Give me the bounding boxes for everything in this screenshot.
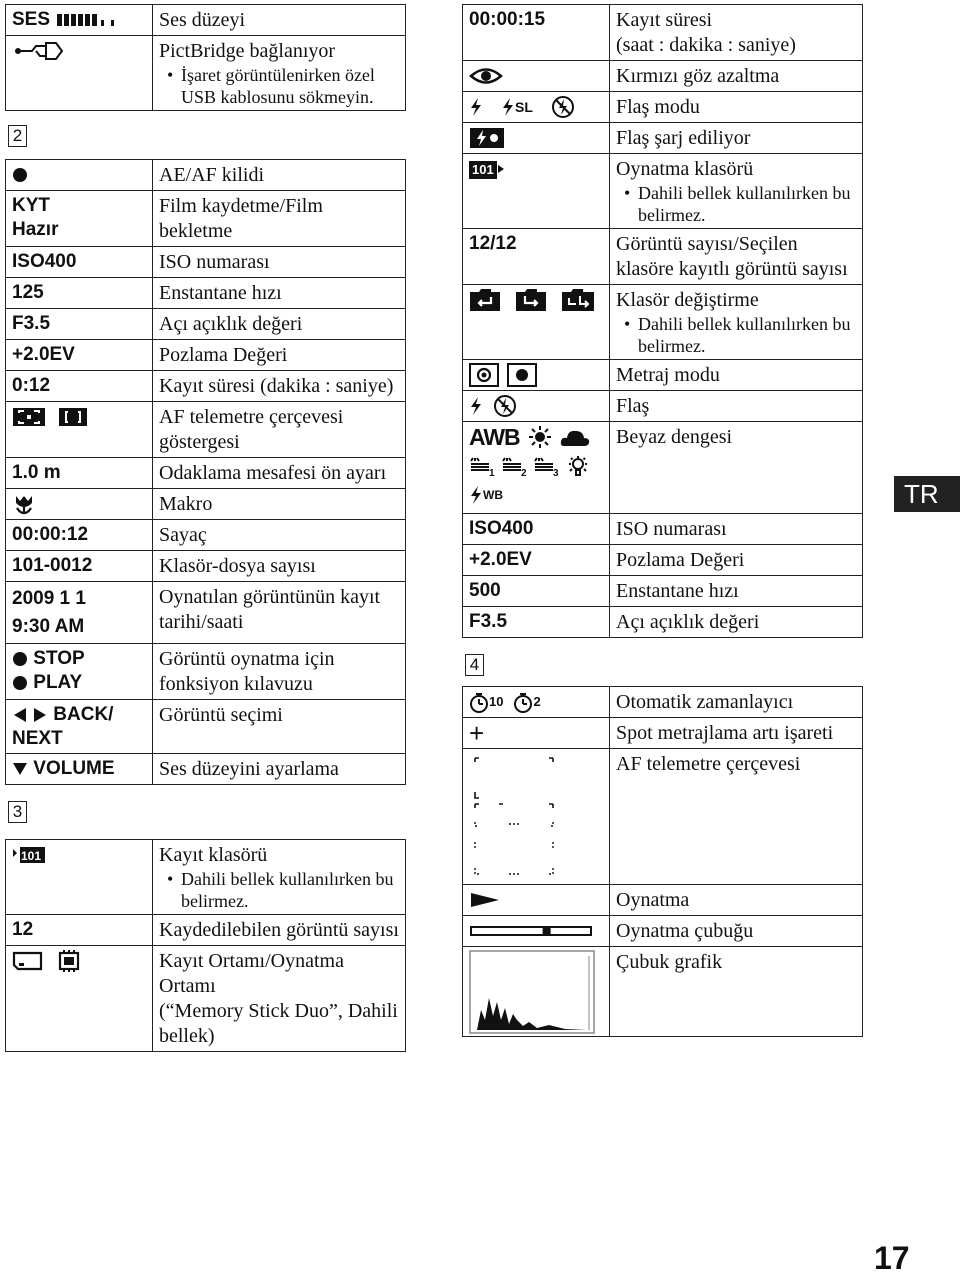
flash-icon bbox=[469, 97, 483, 117]
af-frame-icon bbox=[469, 752, 559, 882]
status-table-2 bbox=[5, 159, 406, 785]
table-row bbox=[6, 402, 406, 458]
table-row bbox=[463, 391, 863, 422]
ses-desc: Ses düzeyi bbox=[153, 5, 406, 36]
table-row bbox=[463, 885, 863, 916]
page-number: 17 bbox=[874, 1240, 910, 1276]
ses-label: SES bbox=[12, 9, 51, 30]
metering-multi-icon bbox=[469, 363, 499, 387]
table-row bbox=[6, 644, 406, 700]
table-row bbox=[6, 551, 406, 582]
rec-time-key: 0:12 bbox=[6, 371, 153, 402]
focus-key: 1.0 m bbox=[6, 458, 153, 489]
rec-time-desc: Kayıt süresi (dakika : saniye) bbox=[153, 371, 406, 402]
ev-key: +2.0EV bbox=[6, 340, 153, 371]
iso-key: ISO400 bbox=[6, 247, 153, 278]
section-4-label: 4 bbox=[465, 654, 484, 676]
folder-change-right-icon bbox=[515, 288, 547, 312]
shutter-key: 125 bbox=[6, 278, 153, 309]
status-table-4 bbox=[462, 4, 863, 638]
kyt-key: KYT bbox=[12, 195, 50, 216]
pictbridge-desc: PictBridge bağlanıyor bbox=[159, 40, 336, 62]
macro-desc: Makro bbox=[153, 489, 406, 520]
flash-icon bbox=[469, 396, 483, 416]
fluorescent-3-number: 3 bbox=[553, 468, 559, 478]
af-frame-wide-icon bbox=[12, 407, 46, 427]
play-folder-desc: Oynatma klasörü bbox=[616, 158, 754, 180]
date-key: 2009 1 1 bbox=[12, 588, 86, 609]
table-row bbox=[6, 160, 406, 191]
table-row bbox=[463, 360, 863, 391]
image-count-desc: Görüntü sayısı/Seçilen klasöre kayıtlı görüntü sayısı bbox=[610, 229, 863, 285]
table-row bbox=[463, 92, 863, 123]
media-desc: Kayıt Ortamı/Oynatma Ortamı bbox=[159, 950, 344, 997]
rec-time-desc: Kayıt süresi bbox=[616, 9, 713, 31]
red-eye-icon bbox=[469, 65, 503, 87]
counter-desc: Sayaç bbox=[153, 520, 406, 551]
volume-key: VOLUME bbox=[33, 758, 115, 779]
daylight-icon bbox=[528, 425, 552, 449]
self-timer-2-icon bbox=[513, 692, 533, 714]
right-column bbox=[462, 4, 863, 1037]
remaining-key: 12 bbox=[6, 915, 153, 946]
memory-stick-icon bbox=[12, 950, 44, 972]
status-table-1 bbox=[5, 4, 406, 111]
table-row bbox=[6, 915, 406, 946]
incandescent-icon bbox=[565, 455, 591, 479]
shutter-key: 500 bbox=[463, 576, 610, 607]
table-row bbox=[463, 422, 863, 514]
folder-change-desc: Klasör değiştirme bbox=[616, 289, 759, 311]
left-column bbox=[5, 4, 406, 1052]
table-row bbox=[463, 947, 863, 1037]
focus-desc: Odaklama mesafesi ön ayarı bbox=[153, 458, 406, 489]
iso-desc: ISO numarası bbox=[610, 514, 863, 545]
table-row bbox=[463, 749, 863, 885]
back-key: BACK/ bbox=[53, 704, 114, 725]
folder-change-note: • Dahili bellek kullanılırken bu belirmez. bbox=[616, 313, 856, 357]
play-folder-arrow-icon bbox=[497, 163, 505, 175]
table-row bbox=[463, 718, 863, 749]
shutter-desc: Enstantane hızı bbox=[153, 278, 406, 309]
flash-mode-desc: Flaş modu bbox=[610, 92, 863, 123]
histogram-desc: Çubuk grafik bbox=[610, 947, 863, 1037]
left-right-arrows-icon bbox=[12, 707, 48, 723]
stop-key: STOP bbox=[33, 648, 85, 669]
table-row bbox=[463, 607, 863, 638]
metering-desc: Metraj modu bbox=[610, 360, 863, 391]
af-frame-desc: AF telemetre çerçevesi göstergesi bbox=[153, 402, 406, 458]
guide-desc: Görüntü oynatma için fonksiyon kılavuzu bbox=[153, 644, 406, 700]
section-2-label: 2 bbox=[8, 125, 27, 147]
aperture-desc: Açı açıklık değeri bbox=[610, 607, 863, 638]
volume-desc: Ses düzeyini ayarlama bbox=[153, 754, 406, 785]
next-key: NEXT bbox=[12, 728, 63, 749]
table-row bbox=[6, 582, 406, 644]
play-folder-note: • Dahili bellek kullanılırken bu belirmez. bbox=[616, 182, 856, 226]
ae-desc: AE/AF kilidi bbox=[153, 160, 406, 191]
table-row bbox=[6, 458, 406, 489]
media-desc-detail: (“Memory Stick Duo”, Dahili bellek) bbox=[159, 1000, 398, 1047]
flash-wb-label: WB bbox=[483, 488, 503, 502]
selftimer-desc: Otomatik zamanlayıcı bbox=[610, 687, 863, 718]
aperture-key: F3.5 bbox=[6, 309, 153, 340]
hazir-key: Hazır bbox=[12, 219, 59, 240]
play-folder-icon: 101 bbox=[469, 161, 497, 179]
image-count-key: 12/12 bbox=[463, 229, 610, 285]
play-desc: Oynatma bbox=[610, 885, 863, 916]
table-row bbox=[6, 191, 406, 247]
table-row bbox=[463, 229, 863, 285]
fluorescent-2-number: 2 bbox=[521, 468, 527, 478]
redeye-desc: Kırmızı göz azaltma bbox=[610, 61, 863, 92]
remaining-desc: Kaydedilebilen görüntü sayısı bbox=[153, 915, 406, 946]
fluorescent-1-number: 1 bbox=[489, 468, 495, 478]
ev-desc: Pozlama Değeri bbox=[153, 340, 406, 371]
af-frame-desc: AF telemetre çerçevesi bbox=[610, 749, 863, 885]
histogram-icon bbox=[469, 950, 595, 1034]
table-row bbox=[463, 687, 863, 718]
play-key: PLAY bbox=[33, 672, 83, 693]
rec-folder-note: • Dahili bellek kullanılırken bu belirmez. bbox=[159, 868, 399, 912]
playback-bar-knob bbox=[543, 926, 551, 936]
table-row bbox=[6, 340, 406, 371]
table-row bbox=[463, 61, 863, 92]
flash-slow-sync-icon bbox=[501, 97, 515, 117]
wb-desc: Beyaz dengesi bbox=[610, 422, 863, 514]
table-row bbox=[6, 309, 406, 340]
flash-desc: Flaş bbox=[610, 391, 863, 422]
shutter-desc: Enstantane hızı bbox=[610, 576, 863, 607]
pictbridge-note: • İşaret görüntülenirken özel USB kablosunu sökmeyin. bbox=[159, 64, 399, 108]
table-row bbox=[463, 285, 863, 360]
record-folder-icon bbox=[12, 845, 46, 865]
iso-desc: ISO numarası bbox=[153, 247, 406, 278]
table-row bbox=[463, 576, 863, 607]
self-timer-10-icon bbox=[469, 692, 489, 714]
fluorescent-3-icon bbox=[533, 456, 561, 478]
macro-tulip-icon bbox=[12, 493, 36, 515]
metering-center-icon bbox=[507, 363, 537, 387]
aperture-key: F3.5 bbox=[463, 607, 610, 638]
rec-time-format: (saat : dakika : saniye) bbox=[616, 34, 796, 56]
ev-desc: Pozlama Değeri bbox=[610, 545, 863, 576]
rec-folder-desc: Kayıt klasörü bbox=[159, 844, 268, 866]
ev-key: +2.0EV bbox=[463, 545, 610, 576]
awb-label: AWB bbox=[469, 424, 520, 450]
language-tab: TR bbox=[894, 476, 960, 512]
iso-key: ISO400 bbox=[463, 514, 610, 545]
kyt-desc: Film kaydetme/Film bekletme bbox=[153, 191, 406, 247]
timer-10-label: 10 bbox=[489, 694, 504, 709]
pictbridge-icon bbox=[12, 40, 72, 62]
counter-key: 00:00:12 bbox=[6, 520, 153, 551]
internal-memory-icon bbox=[56, 949, 82, 973]
table-row bbox=[6, 700, 406, 754]
spot-key: + bbox=[463, 718, 610, 749]
play-dot-icon bbox=[12, 675, 28, 691]
ses-key bbox=[6, 5, 153, 36]
stop-dot-icon bbox=[12, 651, 28, 667]
table-row bbox=[463, 514, 863, 545]
table-row bbox=[463, 545, 863, 576]
volume-bars-icon bbox=[55, 12, 131, 28]
table-row bbox=[6, 36, 406, 111]
down-arrow-icon bbox=[12, 762, 28, 776]
table-row bbox=[6, 754, 406, 785]
timer-2-label: 2 bbox=[533, 694, 541, 709]
flash-off-icon bbox=[493, 394, 517, 418]
ae-lock-dot-icon bbox=[12, 167, 28, 183]
table-row bbox=[6, 946, 406, 1052]
svg-text:101: 101 bbox=[21, 848, 42, 863]
flash-wb-icon bbox=[469, 485, 483, 505]
status-table-3 bbox=[5, 839, 406, 1052]
flash-charging-icon bbox=[469, 127, 505, 149]
flash-sl-label: SL bbox=[515, 99, 533, 115]
table-row bbox=[6, 278, 406, 309]
spot-desc: Spot metrajlama artı işareti bbox=[610, 718, 863, 749]
fluorescent-2-icon bbox=[501, 456, 529, 478]
table-row bbox=[463, 154, 863, 229]
flash-off-icon bbox=[551, 95, 575, 119]
aperture-desc: Açı açıklık değeri bbox=[153, 309, 406, 340]
table-row bbox=[463, 123, 863, 154]
select-desc: Görüntü seçimi bbox=[153, 700, 406, 754]
play-arrow-icon bbox=[469, 890, 501, 910]
table-row bbox=[6, 840, 406, 915]
folder-change-left-icon bbox=[469, 288, 501, 312]
af-frame-center-icon bbox=[58, 407, 88, 427]
table-row bbox=[6, 489, 406, 520]
flash-charge-desc: Flaş şarj ediliyor bbox=[610, 123, 863, 154]
folder-file-desc: Klasör-dosya sayısı bbox=[153, 551, 406, 582]
table-row bbox=[6, 5, 406, 36]
rec-time-key: 00:00:15 bbox=[463, 5, 610, 61]
table-row bbox=[6, 520, 406, 551]
status-table-5 bbox=[462, 686, 863, 1037]
playbar-desc: Oynatma çubuğu bbox=[610, 916, 863, 947]
fluorescent-1-icon bbox=[469, 456, 497, 478]
table-row bbox=[6, 247, 406, 278]
date-desc: Oynatılan görüntünün kayıt tarihi/saati bbox=[153, 582, 406, 644]
time-key: 9:30 AM bbox=[12, 616, 85, 637]
folder-file-key: 101-0012 bbox=[6, 551, 153, 582]
section-3-label: 3 bbox=[8, 801, 27, 823]
table-row bbox=[463, 5, 863, 61]
table-row bbox=[463, 916, 863, 947]
playback-bar bbox=[469, 923, 593, 939]
cloudy-icon bbox=[560, 426, 590, 448]
table-row bbox=[6, 371, 406, 402]
folder-change-both-icon bbox=[561, 288, 595, 312]
